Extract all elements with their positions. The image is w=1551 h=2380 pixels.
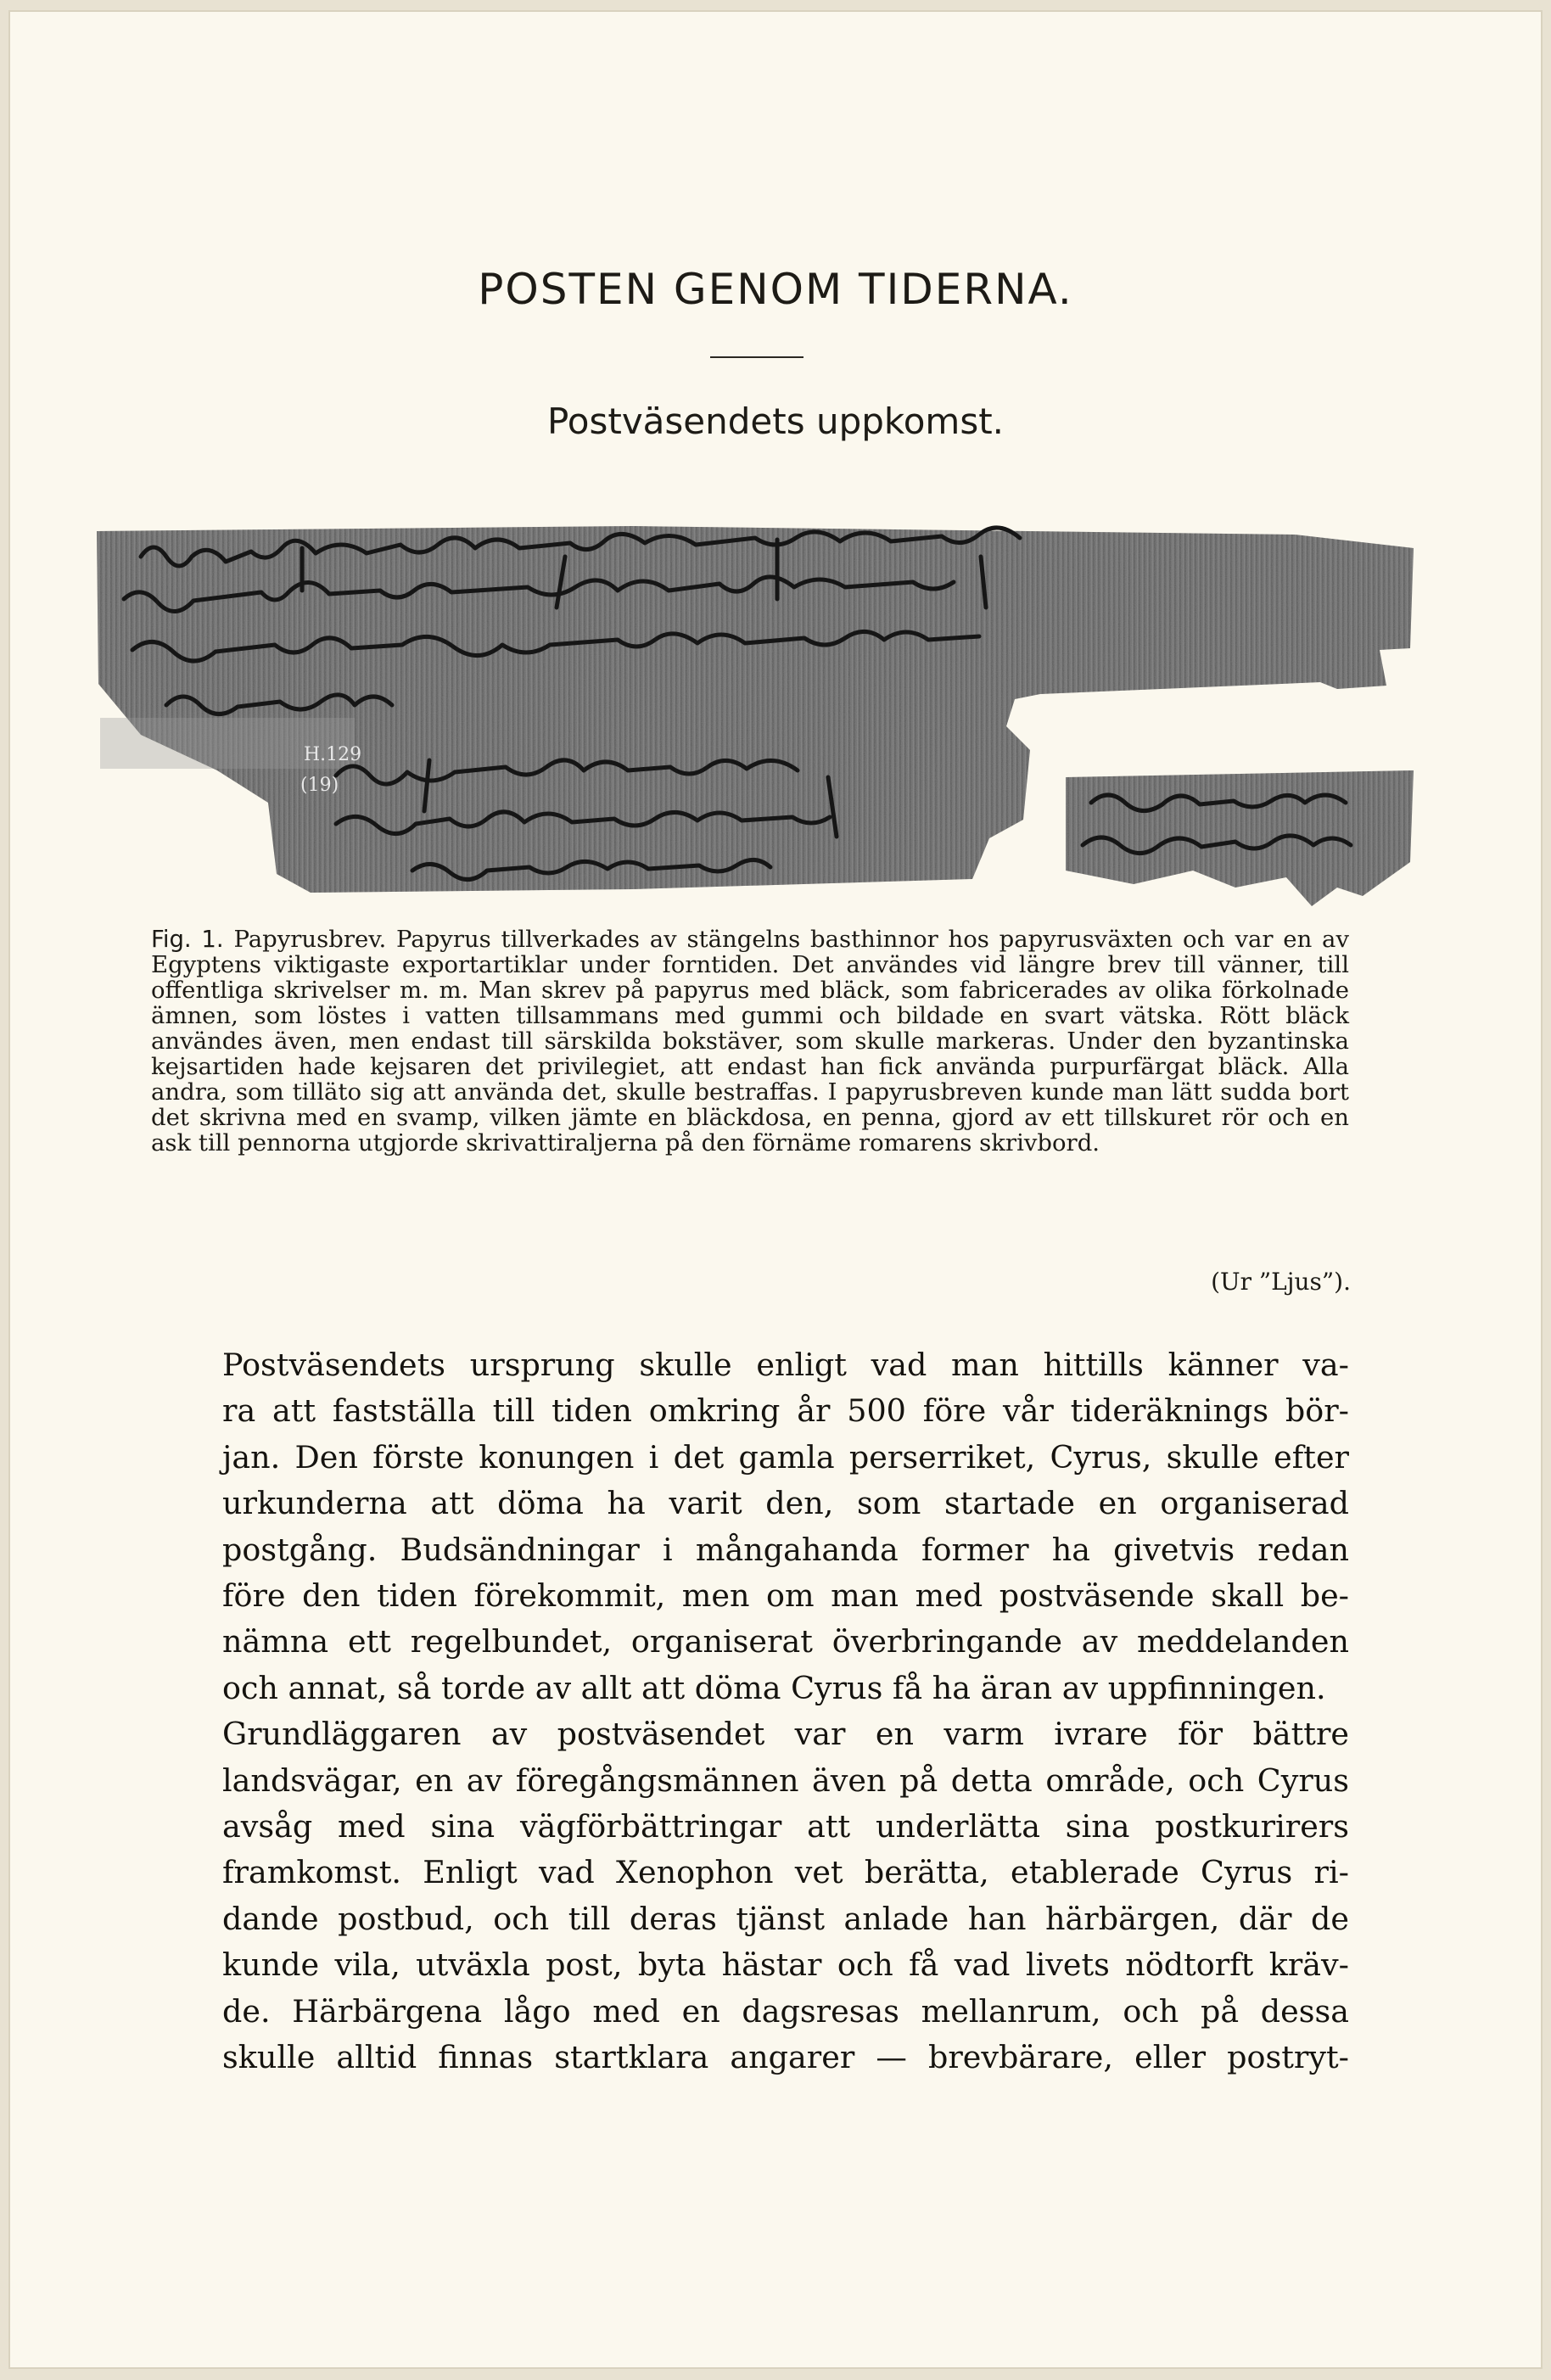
text-line: Grundläggaren av postväsendet var en varm ivrare för bättre (222, 1716, 1349, 1753)
book-page (10, 12, 1541, 2367)
section-subtitle: Postväsendets uppkomst. (546, 400, 1005, 442)
text-line: Postväsendets ursprung skulle enligt vad man hittills känner va- (222, 1347, 1349, 1383)
text-line: skulle alltid finnas startklara angarer — brevbärare, eller postryt- (222, 2039, 1349, 2076)
text-line: och annat, så torde av allt att döma Cyrus få ha äran av uppfinningen. (222, 1669, 1326, 1706)
text-line: ra att fastställa till tiden omkring år 500 före vår tideräknings bör- (222, 1392, 1349, 1430)
figure-caption (151, 927, 1349, 1156)
text-line: landsvägar, en av föregångsmännen även på detta område, och Cyrus (222, 1761, 1349, 1799)
text-line: dande postbud, och till deras tjänst anlade han härbärgen, där de (222, 1900, 1349, 1937)
text-line: framkomst. Enligt vad Xenophon vet berätta, etablerade Cyrus ri- (222, 1854, 1349, 1891)
text-line: de. Härbärgena lågo med en dagsresas mellanrum, och på dessa (222, 1992, 1349, 2030)
paragraph-2 (151, 1711, 1349, 2080)
text-line: avsåg med sina vägförbättringar att underlätta sina postkurirers (222, 1808, 1349, 1845)
figure-label: Fig. 1. (151, 926, 224, 953)
page-title: POSTEN GENOM TIDERNA. (478, 265, 1073, 314)
figure-caption-text: Papyrusbrev. Papyrus tillverkades av stängelns basthinnor hos papyrusväxten och var en av Egyptens viktigaste exportartiklar under forntiden. Det användes vid längre brev till vänner, till offentliga skrivelser m. m. Man skrev på papyrus med bläck, som fabricerades av olika förkolnade ämnen, som löstes i vatten tillsammans med gummi och bildade en svart vätska. Rött bläck användes även, men endast till särskilda bokstäver, som skulle markeras. Under den byzantinska kejsartiden hade kejsaren det privilegiet, att endast han fick använda purpurfärgat bläck. Alla andra, som tilläto sig att använda det, skulle bestraffas. I papyrusbreven kunde man lätt sudda bort det skrivna med en svamp, vilken jämte en bläckdosa, en penna, gjord av ett tillskuret rör och en ask till pennorna utgjorde skrivattiraljerna på den förnäme romarens skrivbord. (151, 926, 1349, 1156)
papyrus-fragment-right (1066, 770, 1414, 906)
papyrus-figure (90, 523, 1422, 913)
papyrus-inventory-note: H.129 (304, 744, 362, 765)
title-divider (710, 356, 803, 358)
article-body (151, 1342, 1349, 2081)
text-line: kunde vila, utväxla post, byta hästar och få vad livets nödtorft kräv- (222, 1946, 1349, 1984)
text-line: före den tiden förekommit, men om man med postväsende skall be- (222, 1577, 1349, 1615)
text-line: postgång. Budsändningar i mångahanda former ha givetvis redan (222, 1531, 1349, 1568)
text-line: jan. Den förste konungen i det gamla perserriket, Cyrus, skulle efter (222, 1438, 1349, 1476)
paragraph-1 (151, 1342, 1349, 1711)
text-line: urkunderna att döma ha varit den, som startade en organiserad (222, 1485, 1349, 1522)
papyrus-inventory-number: (19) (300, 775, 339, 796)
text-line: nämna ett regelbundet, organiserat överbringande av meddelanden (222, 1623, 1349, 1660)
figure-source: (Ur ”Ljus”). (1211, 1268, 1351, 1296)
